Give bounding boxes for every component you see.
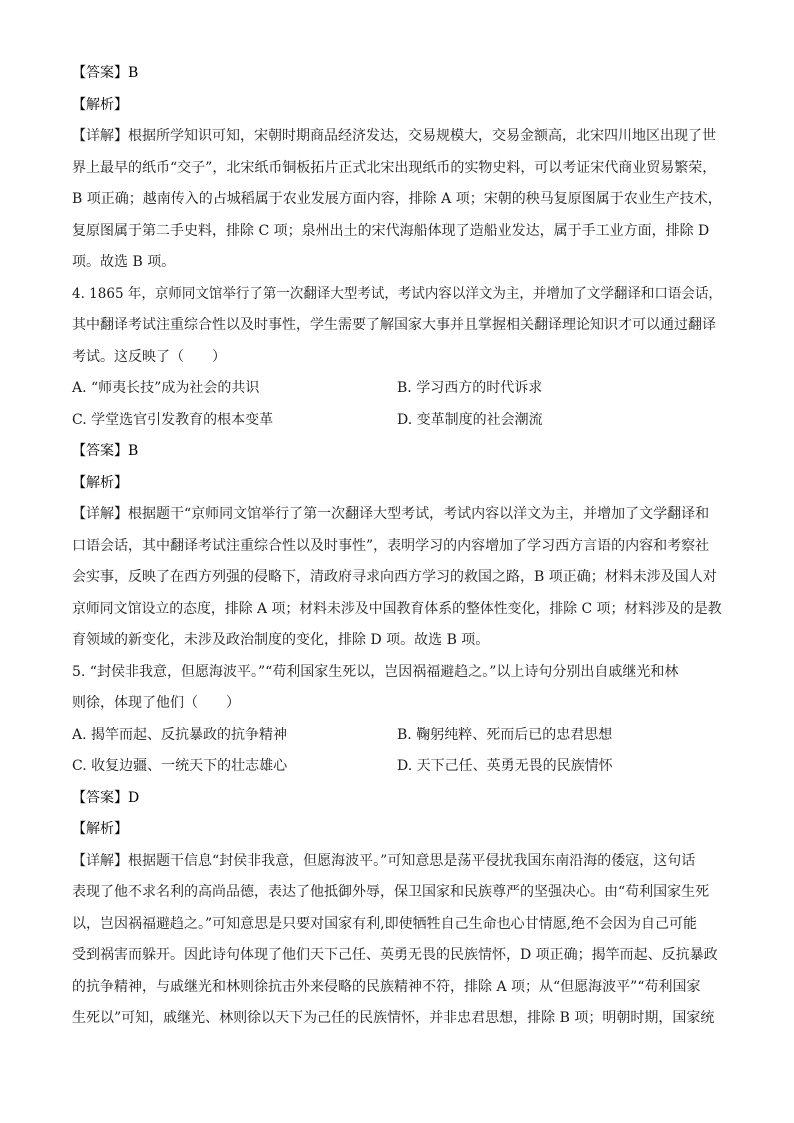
q3-detail-line: 复原图属于第二手史料，排除 C 项；泉州出土的宋代海船体现了造船业发达，属于手工业方面，排除 D xyxy=(72,222,710,239)
q3-detail-line: 界上最早的纸币“交子”，北宋纸币铜板拓片正式北宋出现纸币的实物史料，可以考证宋代商业贸易繁荣， xyxy=(72,159,717,176)
q5-option-d: D. 天下己任、英勇无畏的民族情怀 xyxy=(397,758,613,774)
q5-detail-line: 以，岂因祸福避趋之。”可知意思是只要对国家有利,即使牺牲自己生命也心甘情愿,绝不会因为自己可能 xyxy=(72,915,698,932)
q4-options-row-1 xyxy=(72,377,722,400)
q4-option-a: A. “师夷长技”成为社会的共识 xyxy=(72,380,260,396)
q3-analysis-label: 【解析】 xyxy=(72,96,128,113)
q5-option-a: A. 揭竿而起、反抗暴政的抗争精神 xyxy=(72,726,288,743)
q4-detail-line: 【详解】根据题干“京师同文馆举行了第一次翻译大型考试，考试内容以洋文为主，并增加了文学翻译和 xyxy=(72,506,710,522)
q4-analysis-label: 【解析】 xyxy=(72,474,128,491)
q5-stem-line: 5. “封侯非我意，但愿海波平。”“苟利国家生死以，岂因祸福避趋之。”以上诗句分别出自戚继光和林 xyxy=(72,663,679,680)
q5-detail-line: 表现了他不求名利的高尚品德，表达了他抵御外辱，保卫国家和民族尊严的坚强决心。由“苟利国家生死 xyxy=(72,884,710,900)
q4-option-c: C. 学堂选官引发教育的根本变革 xyxy=(72,411,274,428)
q5-option-c: C. 收复边疆、一统天下的壮志雄心 xyxy=(72,758,288,774)
q3-detail-line: 【详解】根据所学知识可知，宋朝时期商品经济发达，交易规模大，交易金额高，北宋四川地区出现了世 xyxy=(72,128,716,144)
q5-detail-line: 的抗争精神，与戚继光和林则徐抗击外来侵略的民族精神不符，排除 A 项；从“但愿海波平”“苟利国家 xyxy=(72,978,701,995)
q3-detail-line: B 项正确；越南传入的占城稻属于农业发展方面内容，排除 A 项；宋朝的秧马复原图属于农业生产技术， xyxy=(72,191,722,207)
q3-detail-line: 项。故选 B 项。 xyxy=(72,254,176,270)
q5-detail-line: 受到祸害而躲开。因此诗句体现了他们天下己任、英勇无畏的民族情怀，D 项正确；揭竿而起、反抗暴政 xyxy=(72,947,718,963)
q5-detail-line: 生死以”可知，戚继光、林则徐以天下为己任的民族情怀，并非忠君思想，排除 B 项；明朝时期，国家统 xyxy=(72,1010,715,1026)
q4-option-b: B. 学习西方的时代诉求 xyxy=(397,380,543,396)
q5-option-b: B. 鞠躬纯粹、死而后已的忠君思想 xyxy=(397,726,613,743)
q5-detail-line: 【详解】根据题干信息“封侯非我意，但愿海波平。”可知意思是荡平侵扰我国东南沿海的倭寇，这句话 xyxy=(72,852,696,869)
q3-answer: 【答案】B xyxy=(72,65,139,81)
q5-analysis-label: 【解析】 xyxy=(72,821,128,837)
q5-options-row-2 xyxy=(72,755,722,778)
q4-options-row-2 xyxy=(72,409,722,432)
q4-detail-line: 口语会话，其中翻译考试注重综合性以及时事性”，表明学习的内容增加了学习西方言语的内容和考察社 xyxy=(72,537,710,554)
document-page xyxy=(72,62,722,1039)
q4-detail-line: 会实事，反映了在西方列强的侵略下，清政府寻求向西方学习的救国之路，B 项正确；材料未涉及国人对 xyxy=(72,569,717,585)
q4-detail-line: 育领域的新变化，未涉及政治制度的变化，排除 D 项。故选 B 项。 xyxy=(72,632,490,648)
q5-answer: 【答案】D xyxy=(72,789,140,806)
q5-stem-line: 则徐，体现了他们（ ） xyxy=(72,695,240,711)
q5-options-row-1 xyxy=(72,724,722,747)
q4-option-d: D. 变革制度的社会潮流 xyxy=(397,411,543,428)
q4-stem-line: 4. 1865 年，京师同文馆举行了第一次翻译大型考试，考试内容以洋文为主，并增加了文学翻译和口语会话， xyxy=(72,285,722,302)
q4-answer: 【答案】B xyxy=(72,443,139,459)
q4-stem-line: 考试。这反映了（ ） xyxy=(72,348,226,365)
q4-detail-line: 京师同文馆设立的态度，排除 A 项；材料未涉及中国教育体系的整体性变化，排除 C 项；材料涉及的是教 xyxy=(72,600,722,617)
q4-stem-line: 其中翻译考试注重综合性以及时事性，学生需要了解国家大事并且掌握相关翻译理论知识才可以通过翻译 xyxy=(72,317,716,333)
